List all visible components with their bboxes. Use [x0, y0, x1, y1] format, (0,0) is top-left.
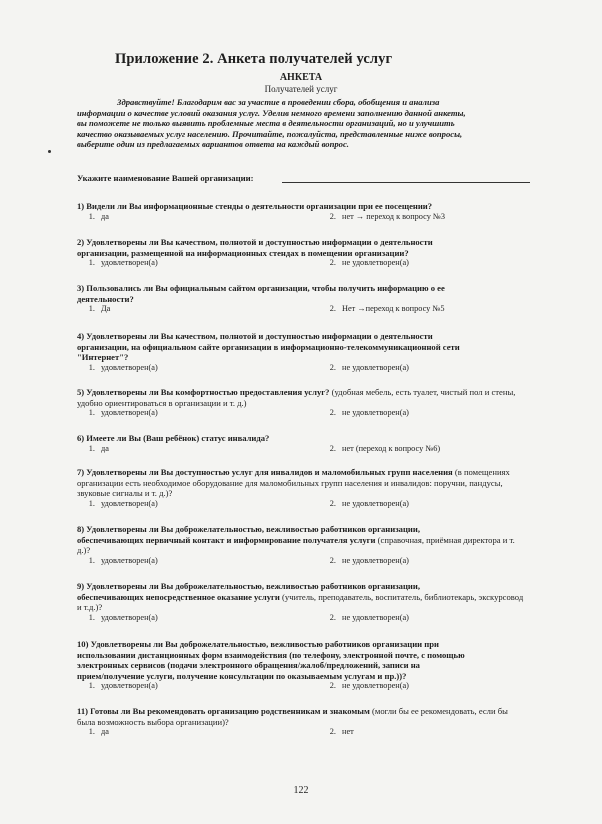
question-text: 10) Удовлетворены ли Вы доброжелательностью, вежливостью работников организации при: [77, 639, 439, 649]
question-text: использовании дистанционных форм взаимодействия (по телефону, электронной почте, с помощью: [77, 649, 465, 660]
org-name-field[interactable]: [282, 182, 530, 183]
answer-option[interactable]: 1. да: [88, 443, 109, 453]
answer-option[interactable]: 1. удовлетворен(а): [88, 408, 158, 418]
answer-option[interactable]: 2. не удовлетворен(а): [329, 612, 409, 622]
question-text: обеспечивающих непосредственное оказание услуги: [77, 591, 280, 602]
question-text: 5) Удовлетворены ли Вы комфортностью предоставления услуг?: [77, 387, 330, 397]
answer-option[interactable]: 2. нет → переход к вопросу №3: [329, 211, 445, 221]
form-title: АНКЕТА: [279, 72, 323, 83]
page-number: 122: [293, 785, 309, 796]
question-5: [77, 387, 527, 419]
scan-speck: [48, 150, 51, 153]
intro-line: качество оказываемых услуг населению. Прочитайте, пожалуйста, представленные ниже вопросы,: [77, 128, 463, 139]
question-1: [77, 201, 527, 223]
question-text: 4) Удовлетворены ли Вы качеством, полнотой и доступностью информации о деятельности: [77, 331, 433, 341]
question-2: [77, 237, 527, 269]
question-text: обеспечивающих первичный контакт и информирование получателя услуги: [77, 534, 376, 545]
answer-option[interactable]: 1. удовлетворен(а): [88, 498, 158, 508]
answer-option[interactable]: 2. не удовлетворен(а): [329, 681, 409, 691]
question-9: [77, 581, 527, 624]
question-text: "Интернет"?: [77, 352, 129, 363]
question-text: электронных сервисов (подачи электронного обращения/жалоб/предложений, записи на: [77, 660, 420, 671]
intro-line: информации о качестве условий оказания услуг. Уделив немного времени заполнению данной анкеты,: [77, 107, 466, 118]
answer-option[interactable]: 1. удовлетворен(а): [88, 612, 158, 622]
answer-option[interactable]: 2. нет: [329, 727, 354, 737]
question-text: организации, размещенной на информационных стендах в помещении организации?: [77, 247, 409, 258]
question-text: 7) Удовлетворены ли Вы доступностью услуг для инвалидов и маломобильных групп населения: [77, 467, 453, 477]
question-7: [77, 467, 527, 510]
answer-option[interactable]: 2. не удовлетворен(а): [329, 408, 409, 418]
question-note: (учитель, преподаватель, воспитатель, библиотекарь, экскурсовод и т.д.)?: [77, 591, 524, 613]
question-note: (удобная мебель, есть туалет, чистый пол и стены, удобно ориентироваться в организации и т. д.): [77, 387, 516, 408]
question-text: 11) Готовы ли Вы рекомендовать организацию родственникам и знакомым: [77, 706, 370, 716]
answer-option[interactable]: 2. не удовлетворен(а): [329, 498, 409, 508]
intro-line: Здравствуйте! Благодарим вас за участие в проведении сбора, обобщения и анализа: [117, 97, 440, 107]
question-note: (могли бы ее рекомендовать, если бы была возможность выбора организации)?: [77, 706, 508, 727]
answer-option[interactable]: 2. не удовлетворен(а): [329, 555, 409, 565]
question-note: (справочная, приёмная директора и т. д.)?: [77, 534, 515, 556]
question-4: [77, 331, 527, 374]
question-11: [77, 706, 527, 738]
question-text: 1) Видели ли Вы информационные стенды о деятельности организации при ее посещении?: [77, 201, 433, 211]
answer-option[interactable]: 1. удовлетворен(а): [88, 362, 158, 372]
question-text: 3) Пользовались ли Вы официальным сайтом организации, чтобы получить информацию о ее: [77, 283, 445, 293]
appendix-title: Приложение 2. Анкета получателей услуг: [115, 51, 393, 67]
org-prompt: Укажите наименование Вашей организации:: [77, 173, 254, 183]
answer-option[interactable]: 2. Нет →переход к вопросу №5: [329, 304, 445, 314]
intro-paragraph: [77, 97, 547, 150]
question-text: деятельности?: [77, 293, 134, 304]
question-text: 2) Удовлетворены ли Вы качеством, полнотой и доступностью информации о деятельности: [77, 237, 433, 247]
answer-option[interactable]: 1. удовлетворен(а): [88, 681, 158, 691]
question-text: прием/получение услуги, получение консультации по оказываемым услугам и пр.))?: [77, 670, 407, 681]
question-text: организации, на официальном сайте организации в информационно-телекоммуникационной сети: [77, 341, 460, 352]
answer-option[interactable]: 2. не удовлетворен(а): [329, 258, 409, 268]
question-3: [77, 283, 527, 315]
answer-option[interactable]: 2. не удовлетворен(а): [329, 362, 409, 372]
answer-option[interactable]: 1. удовлетворен(а): [88, 258, 158, 268]
answer-option[interactable]: 1. да: [88, 211, 109, 221]
question-text: 8) Удовлетворены ли Вы доброжелательностью, вежливостью работников организации,: [77, 524, 420, 534]
answer-option[interactable]: 1. удовлетворен(а): [88, 555, 158, 565]
form-subtitle: Получателей услуг: [264, 84, 338, 94]
question-text: 9) Удовлетворены ли Вы доброжелательностью, вежливостью работников организации,: [77, 581, 420, 591]
question-6: [77, 433, 527, 455]
answer-option[interactable]: 1. да: [88, 727, 109, 737]
answer-option[interactable]: 1. Да: [88, 304, 111, 314]
answer-option[interactable]: 2. нет (переход к вопросу №6): [329, 443, 441, 453]
question-note: (в помещениях организации есть необходимое оборудование для маломобильных групп населения и инвалидов: поручни, пандусы, звуковые сигналы и т. д.)?: [77, 467, 510, 499]
intro-line: выберите один из предлагаемых вариантов ответа на каждый вопрос.: [77, 139, 349, 150]
question-text: 6) Имеете ли Вы (Ваш ребёнок) статус инвалида?: [77, 433, 270, 443]
intro-line: вы поможете не только выявить проблемные места в деятельности организаций, но и улучшить: [77, 118, 455, 129]
question-8: [77, 524, 527, 567]
question-10: [77, 639, 527, 692]
